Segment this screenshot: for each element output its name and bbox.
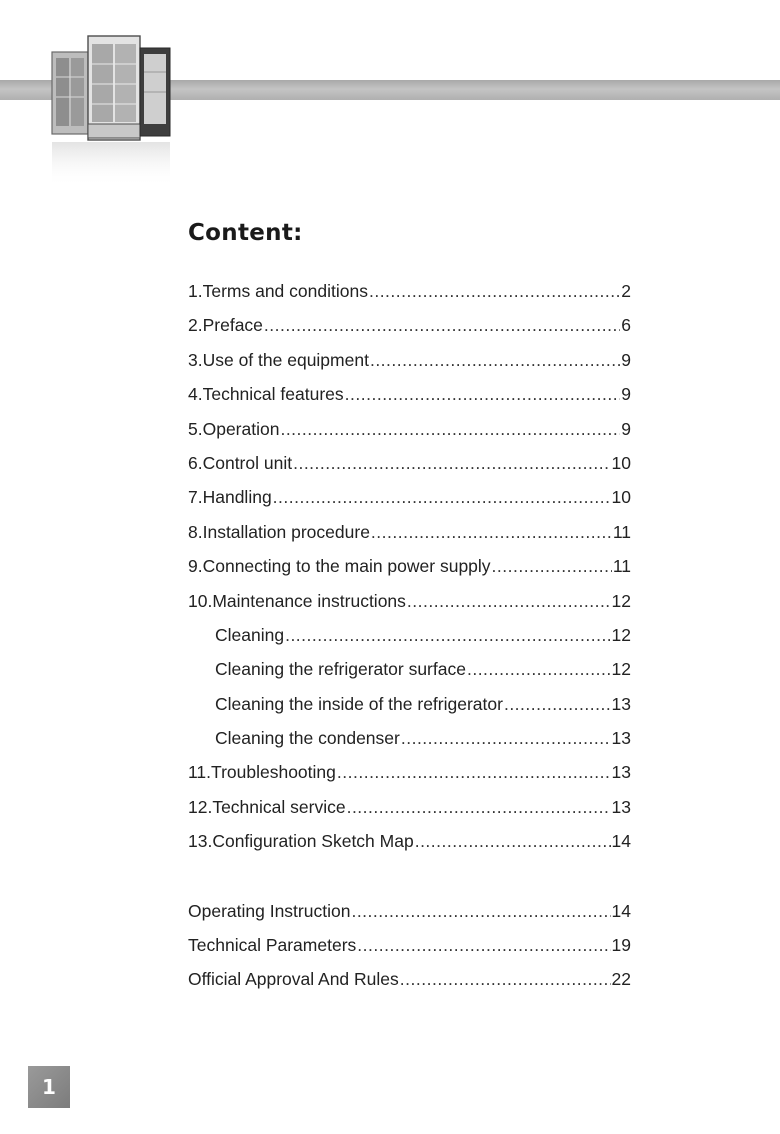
toc-entry-label: Official Approval And Rules <box>188 969 399 990</box>
toc-entry-page: 22 <box>611 969 631 990</box>
toc-entry-label: 3.Use of the equipment <box>188 349 369 370</box>
toc-entry-label: 11.Troubleshooting <box>188 762 336 783</box>
toc-leader-dots <box>345 383 621 405</box>
refrigerator-header-image <box>40 22 190 192</box>
toc-entry-page: 13 <box>611 693 631 714</box>
toc-entry[interactable] <box>188 968 631 1002</box>
toc-entry[interactable] <box>188 314 631 348</box>
toc-entry[interactable] <box>188 796 631 830</box>
toc-entry[interactable] <box>188 693 631 727</box>
toc-entry[interactable] <box>188 280 631 314</box>
toc-entry-label: Cleaning the condenser <box>215 728 400 749</box>
toc-entry[interactable] <box>188 658 631 692</box>
toc-entry-label: 6.Control unit <box>188 452 293 473</box>
toc-leader-dots <box>337 761 611 783</box>
toc-leader-dots <box>401 727 611 749</box>
toc-leader-dots <box>347 796 611 818</box>
toc-leader-dots <box>357 934 610 956</box>
toc-entry[interactable] <box>188 830 631 864</box>
toc-entry-page: 10 <box>611 452 631 473</box>
toc-entry-label: 9.Connecting to the main power supply <box>188 556 491 577</box>
toc-leader-dots <box>273 486 611 508</box>
toc-entry[interactable] <box>188 521 631 555</box>
toc-entry-label: 13.Configuration Sketch Map <box>188 831 414 852</box>
toc-entry-page: 10 <box>611 487 631 508</box>
toc-entry-label: 12.Technical service <box>188 796 346 817</box>
toc-entry-page: 9 <box>621 418 631 439</box>
toc-entry-page: 2 <box>621 281 631 301</box>
toc-entry[interactable] <box>188 590 631 624</box>
toc-entry-label: Operating Instruction <box>188 900 351 921</box>
toc-leader-dots <box>293 452 610 474</box>
toc-leader-dots <box>504 693 611 715</box>
toc-entry[interactable] <box>188 624 631 658</box>
toc-leader-dots <box>264 314 620 336</box>
toc-entry[interactable] <box>188 383 631 417</box>
toc-leader-dots <box>371 521 612 543</box>
toc-leader-dots <box>369 280 620 302</box>
toc-entry-page: 6 <box>621 315 631 336</box>
toc-entry-label: 2.Preface <box>188 315 263 336</box>
toc-entry-label: 8.Installation procedure <box>188 521 370 542</box>
toc-entry[interactable] <box>188 761 631 795</box>
toc-entry-label: Cleaning <box>215 624 285 645</box>
toc-entry[interactable] <box>188 727 631 761</box>
toc-entry-label: Technical Parameters <box>188 935 357 956</box>
toc-entry-page: 12 <box>611 624 631 645</box>
toc-leader-dots <box>351 900 610 922</box>
toc-entry-page: 11 <box>612 521 631 542</box>
toc-entry-label: 7.Handling <box>188 487 272 508</box>
page-number-badge: 1 <box>28 1066 70 1108</box>
toc-leader-dots <box>492 555 612 577</box>
toc-leader-dots <box>415 830 611 852</box>
toc-entry[interactable] <box>188 555 631 589</box>
toc-entry-page: 9 <box>621 349 631 370</box>
toc-leader-dots <box>285 624 610 646</box>
toc-entry-label: 5.Operation <box>188 418 280 439</box>
toc-entry-page: 12 <box>611 659 631 680</box>
toc-entry[interactable] <box>188 934 631 968</box>
toc-entry-page: 13 <box>611 796 631 817</box>
toc-entry-page: 11 <box>612 556 631 577</box>
toc-leader-dots <box>280 418 620 440</box>
toc-entry-page: 12 <box>611 590 631 611</box>
toc-entry-page: 13 <box>611 728 631 749</box>
toc-leader-dots <box>467 658 611 680</box>
toc-entry[interactable] <box>188 418 631 452</box>
toc-entry-label: 10.Maintenance instructions <box>188 590 406 611</box>
toc-leader-dots <box>407 590 611 612</box>
toc-entry-label: Cleaning the refrigerator surface <box>215 659 466 680</box>
toc-entry[interactable] <box>188 900 631 934</box>
toc-entry-page: 9 <box>621 384 631 405</box>
toc-entry-label: Cleaning the inside of the refrigerator <box>215 693 503 714</box>
toc-entry[interactable] <box>188 486 631 520</box>
table-of-contents <box>188 280 631 1003</box>
toc-entry-page: 14 <box>611 900 631 921</box>
toc-entry[interactable] <box>188 349 631 383</box>
toc-entry-label: 4.Technical features <box>188 384 344 405</box>
toc-entry-page: 19 <box>611 935 631 956</box>
toc-entry-page: 13 <box>611 762 631 783</box>
page-title: Content: <box>188 220 303 246</box>
toc-entry-label: 1.Terms and conditions <box>188 281 368 301</box>
toc-leader-dots <box>400 968 611 990</box>
toc-entry-page: 14 <box>611 831 631 852</box>
toc-leader-dots <box>370 349 620 371</box>
toc-entry[interactable] <box>188 452 631 486</box>
